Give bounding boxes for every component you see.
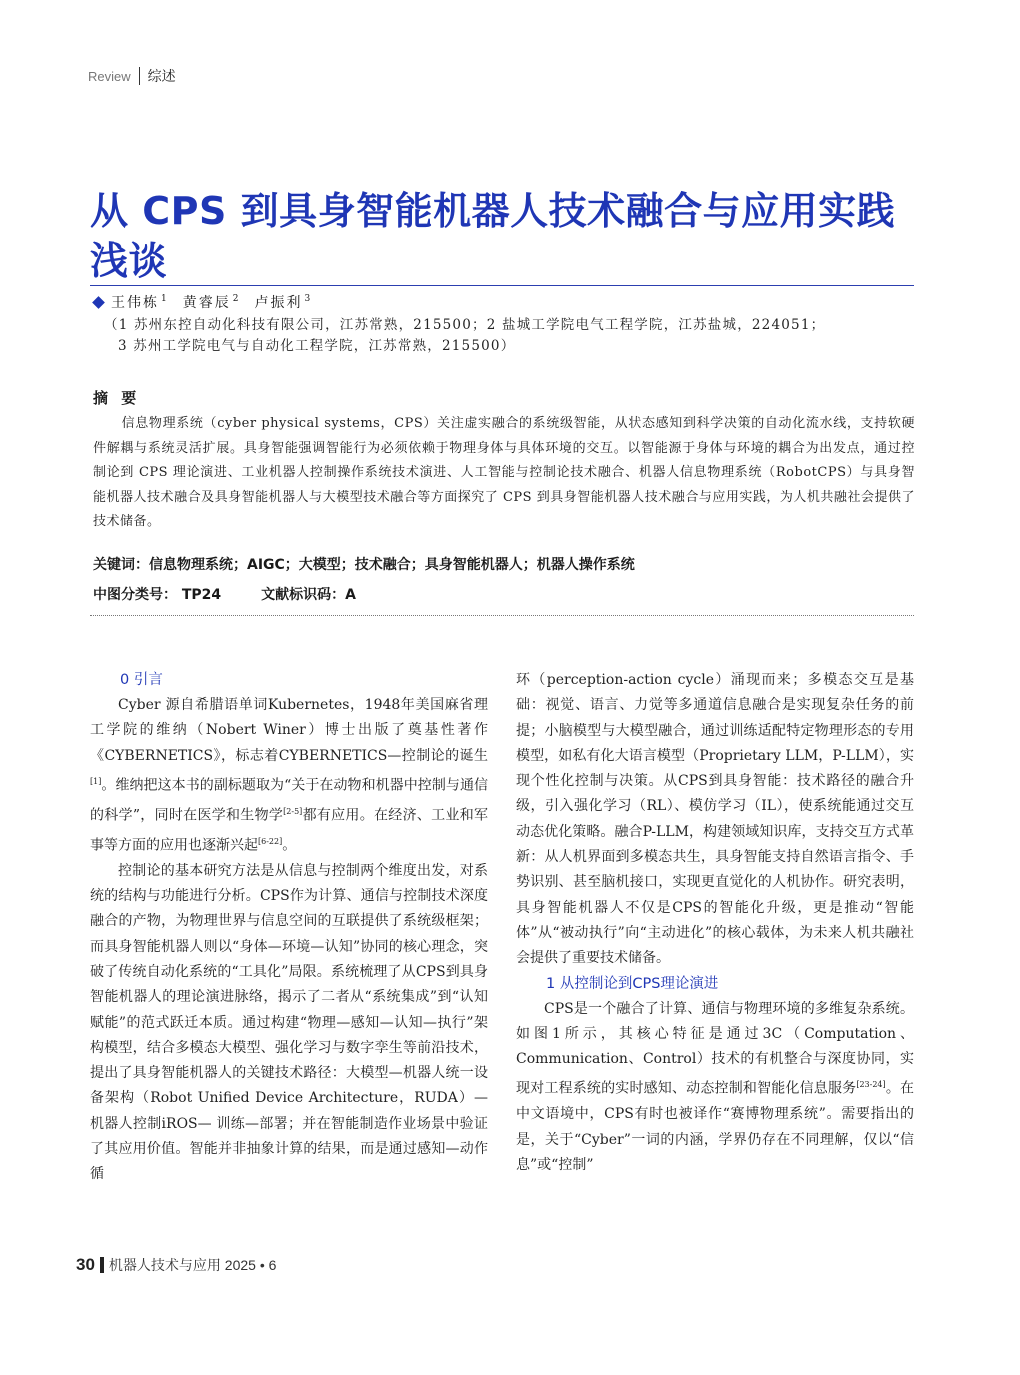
dotted-divider: [90, 615, 914, 616]
page-footer: [76, 1255, 276, 1275]
article-title: 从 CPS 到具身智能机器人技术融合与应用实践浅谈: [90, 189, 896, 283]
author: [183, 292, 241, 312]
section-heading-intro: 0 引言: [120, 672, 163, 688]
section-heading-1: 1 从控制论到CPS理论演进: [546, 975, 719, 992]
affiliations: [104, 315, 825, 357]
citation: [1]: [90, 776, 102, 786]
author-name: 黄睿辰: [182, 295, 231, 311]
running-header: [88, 66, 176, 86]
text-run: 。在中文语境中，CPS有时也被译作“赛博物理系统”。需要指出的是，关于“Cyber”一词的内涵，学界仍存在不同理解，仅以“信息”或“控制”: [516, 1081, 915, 1173]
author: [254, 292, 312, 312]
document-code: 文献标识码：A: [261, 587, 357, 603]
keywords: 关键词：信息物理系统；AIGC；大模型；技术融合；具身智能机器人；机器人操作系统: [93, 557, 635, 573]
paragraph: [516, 997, 914, 1179]
author-name: 王伟栋: [111, 295, 159, 311]
text-run: 都有应用。在经济、工业和军事等方面的应用也逐渐兴起: [90, 807, 488, 854]
author-affil-mark: 1: [161, 294, 169, 305]
clc-number: 中图分类号： TP24: [93, 587, 222, 603]
affiliation-line-2: 3 苏州工学院电气与自动化工程学院，江苏常熟，215500）: [118, 338, 516, 354]
diamond-bullet-icon: [92, 296, 105, 309]
journal-issue: 机器人技术与应用 2025 • 6: [108, 1257, 277, 1273]
text-run: CPS是一个融合了计算、通信与物理环境的多维复杂系统。如图1所示，其核心特征是通过3C（Computation、Communication、Control）技术的有机整合与深度协同，实现对工程系统的实时感知、动态控制和智能化信息服务: [516, 1000, 914, 1098]
header-divider: [139, 67, 140, 85]
header-section-zh: 综述: [147, 68, 176, 84]
author-line: [90, 292, 326, 312]
author-affil-mark: 3: [304, 294, 313, 305]
citation: [23-24]: [856, 1080, 886, 1090]
citation: [2-5]: [283, 806, 303, 816]
spacer: [221, 584, 261, 604]
footer-bar: [100, 1257, 104, 1273]
page-number: 30: [76, 1255, 95, 1274]
paragraph-continued: 环（perception-action cycle）涌现而来；多模态交互是基础：视觉、语言、力觉等多通道信息融合是实现复杂任务的前提；小脑模型与大模型融合，通过训练适配特定物理形态的专用模型，如私有化大语言模型（Proprietary LLM，P-LLM），实现个性化控制与决策。从CPS到具身智能：技术路径的融合升级，引入强化学习（RL）、模仿学习（IL），使系统能通过交互动态优化策略。融合P-LLM，构建领域知识库，支持交互方式革新：从人机界面到多模态共生，具身智能支持自然语言指令、手势识别、甚至脑机接口，实现更直觉化的人机协作。研究表明，具身智能机器人不仅是CPS的智能化升级，更是推动“智能体”从“被动执行”向“主动进化”的核心载体，为未来人机共融社会提供了重要技术储备。: [516, 672, 914, 967]
abstract-text: 信息物理系统（cyber physical systems，CPS）关注虚实融合的系统级智能，从状态感知到科学决策的自动化流水线，支持软硬件解耦与系统灵活扩展。具身智能强调智能行为必须依赖于物理身体与具体环境的交互。以智能源于身体与环境的耦合为出发点，通过控制论到 CPS 理论演进、工业机器人控制操作系统技术演进、人工智能与控制论技术融合、机器人信息物理系统（RobotCPS）与具身智能机器人技术融合及具身智能机器人与大模型技术融合等方面探究了 CPS 到具身智能机器人技术融合与应用实践，为人机共融社会提供了技术储备。: [93, 416, 915, 529]
text-run: Cyber 源自希腊语单词Kubernetes，1948年美国麻省理工学院的维纳（Nobert Winer）博士出版了奠基性著作《CYBERNETICS》，标志着CYBERNETICS—控制论的诞生: [90, 697, 488, 764]
text-run: 。: [282, 837, 297, 854]
header-section-en: Review: [88, 68, 131, 84]
classification-line: [93, 584, 356, 604]
affiliation-line-1: （1 苏州东控自动化科技有限公司，江苏常熟，215500；2 盐城工学院电气工程学院，江苏盐城，224051；: [104, 317, 826, 333]
author: [111, 292, 169, 312]
author-name: 卢振利: [254, 295, 303, 311]
paragraph: [90, 693, 488, 859]
paragraph: 控制论的基本研究方法是从信息与控制两个维度出发，对系统的结构与功能进行分析。CPS作为计算、通信与控制技术深度融合的产物，为物理世界与信息空间的互联提供了系统级框架；而具身智能机器人则以“身体—环境—认知”协同的核心理念，突破了传统自动化系统的“工具化”局限。系统梳理了从CPS到具身智能机器人的理论演进脉络，揭示了二者从“系统集成”到“认知赋能”的范式跃迁本质。通过构建“物理—感知—认知—执行”架构模型，结合多模态大模型、强化学习与数字孪生等前沿技术，提出了具身智能机器人的关键技术路径：大模型—机器人统一设备架构（Robot Unified Device Architecture，RUDA）— 机器人控制iROS— 训练—部署；并在智能制造作业场景中验证了其应用价值。智能并非抽象计算的结果，而是通过感知—动作循: [90, 862, 488, 1183]
abstract-heading: 摘 要: [93, 389, 141, 407]
title-underline: [90, 285, 914, 286]
body-column-right: [516, 668, 914, 1178]
author-affil-mark: 2: [232, 294, 241, 305]
body-column-left: [90, 668, 488, 1188]
text-run: 。维纳把这本书的副标题取为“关于在动物和机器中控制与通信的科学”，同时在医学和生物学: [90, 777, 488, 824]
citation: [6-22]: [258, 836, 283, 846]
